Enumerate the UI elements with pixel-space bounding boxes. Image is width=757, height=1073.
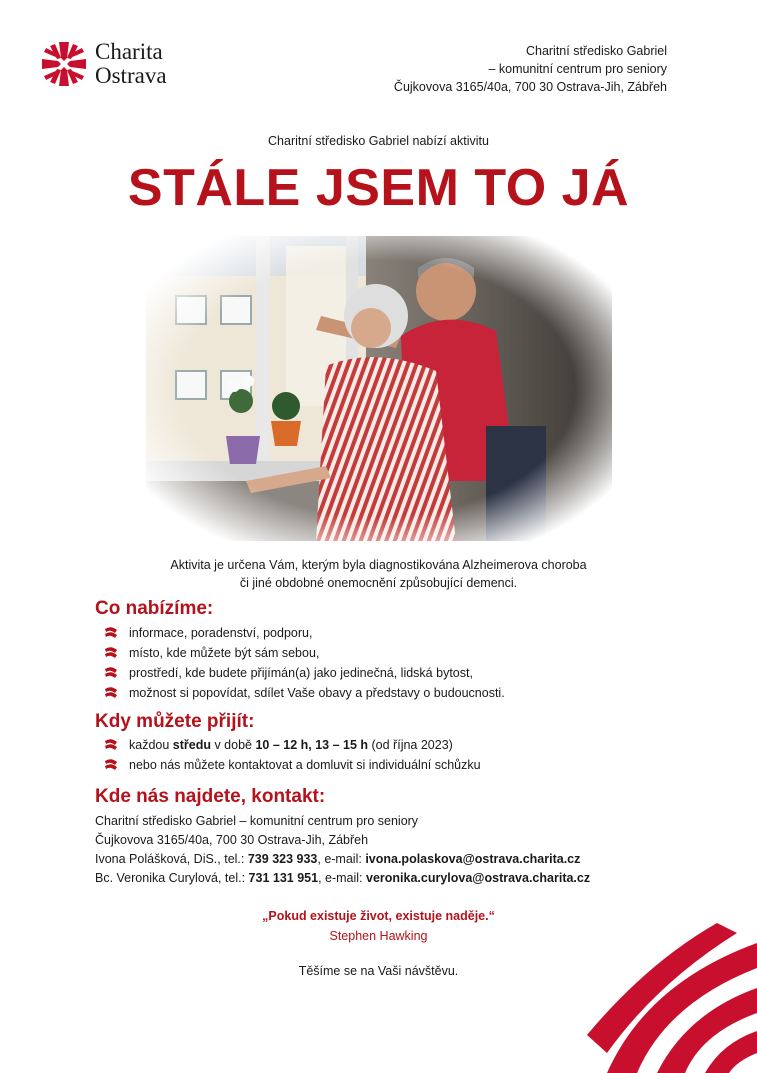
contact-heading: Kde nás najdete, kontakt: <box>95 786 326 807</box>
list-item <box>104 735 481 755</box>
bullet-icon <box>104 758 118 772</box>
bullet-icon <box>104 666 118 680</box>
list-item-text: informace, poradenství, podporu, <box>129 626 313 640</box>
list-item <box>104 683 505 703</box>
phone: 731 131 951 <box>248 871 319 885</box>
phone: 739 323 933 <box>247 852 318 866</box>
bullet-icon <box>104 626 118 640</box>
logo-line-1: Charita <box>95 39 163 64</box>
logo-line-2: Ostrava <box>95 63 167 88</box>
when-heading: Kdy můžete přijít: <box>95 711 255 732</box>
email-link[interactable]: ivona.polaskova@ostrava.charita.cz <box>365 852 581 866</box>
contact-line: Čujkovova 3165/40a, 700 30 Ostrava-Jih, Zábřeh <box>95 833 369 847</box>
list-item-text: každou středu v době 10 – 12 h, 13 – 15 h (od října 2023) <box>129 738 453 752</box>
bullet-icon <box>104 646 118 660</box>
list-item-text: nebo nás můžete kontaktovat a domluvit si individuální schůzku <box>129 758 481 772</box>
list-item <box>104 623 505 643</box>
bullet-icon <box>104 686 118 700</box>
charita-logo <box>40 40 167 88</box>
closing-text: Těšíme se na Vaši návštěvu. <box>298 964 459 978</box>
list-item <box>104 663 505 683</box>
contact-person: Bc. Veronika Curylová, tel.: 731 131 951, e-mail: veronika.curylova@ostrava.charita.cz <box>95 871 591 885</box>
activity-description <box>0 556 757 592</box>
description-line: Aktivita je určena Vám, kterým byla diagnostikována Alzheimerova choroba <box>170 558 587 572</box>
header-address <box>394 42 667 96</box>
page-title: STÁLE JSEM TO JÁ <box>127 159 630 217</box>
quote-text: „Pokud existuje život, existuje naděje.“ <box>262 909 495 923</box>
contact-person: Ivona Polášková, DiS., tel.: 739 323 933, e-mail: ivona.polaskova@ostrava.charita.cz <box>95 852 581 866</box>
list-item <box>104 643 505 663</box>
list-item-text: místo, kde můžete být sám sebou, <box>129 646 320 660</box>
list-item-text: možnost si popovídat, sdílet Vaše obavy a představy o budoucnosti. <box>129 686 505 700</box>
email-link[interactable]: veronika.curylova@ostrava.charita.cz <box>366 871 591 885</box>
bullet-icon <box>104 738 118 752</box>
seniors-at-window-photo <box>146 236 612 541</box>
description-line: či jiné obdobné onemocnění způsobující demenci. <box>239 576 518 590</box>
contact-block <box>95 812 590 888</box>
offer-list <box>104 623 505 703</box>
list-item <box>104 755 481 775</box>
list-item-text: prostředí, kde budete přijímán(a) jako jedinečná, lidská bytost, <box>129 666 473 680</box>
intro-text: Charitní středisko Gabriel nabízí aktivitu <box>268 134 489 148</box>
when-list <box>104 735 481 775</box>
header-address-line: Charitní středisko Gabriel <box>525 44 667 58</box>
quote-author: Stephen Hawking <box>329 929 428 943</box>
charita-cross-icon <box>40 40 88 88</box>
decorative-red-waves-icon <box>587 903 757 1073</box>
header-address-line: – komunitní centrum pro seniory <box>488 62 667 76</box>
contact-line: Charitní středisko Gabriel – komunitní centrum pro seniory <box>95 814 419 828</box>
offer-heading: Co nabízíme: <box>95 598 214 619</box>
header-address-line: Čujkovova 3165/40a, 700 30 Ostrava-Jih, Zábřeh <box>393 80 667 94</box>
